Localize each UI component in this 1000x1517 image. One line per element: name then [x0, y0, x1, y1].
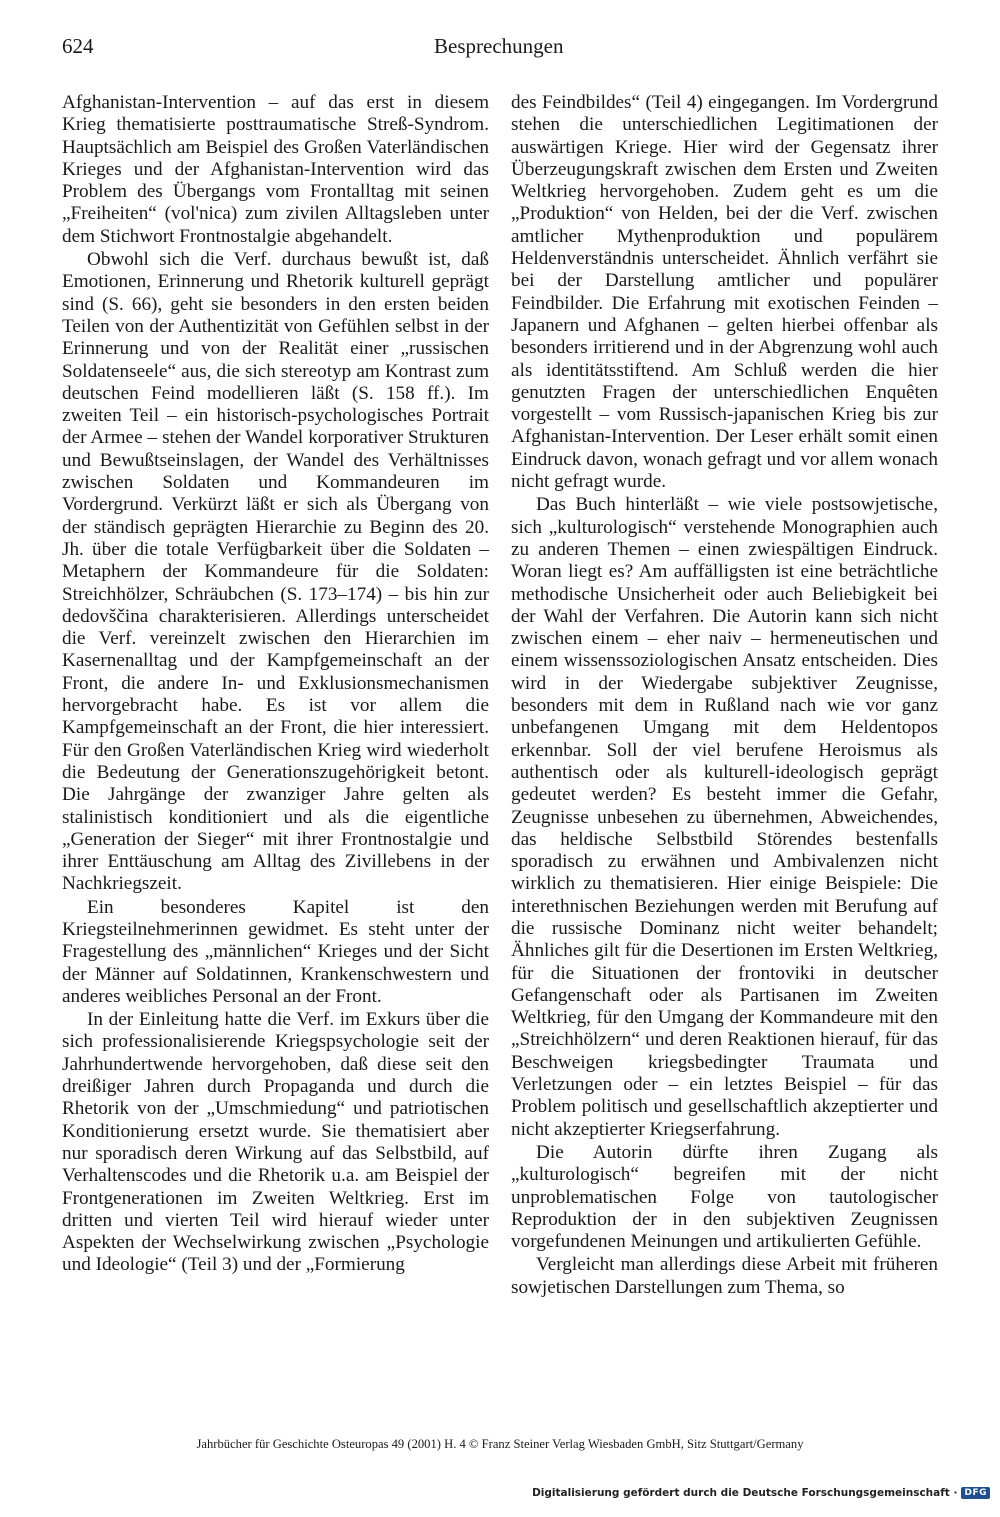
paragraph: In der Einleitung hatte die Verf. im Exkurs über die sich professionalisierende Kriegspsychologie seit der Jahrhundertwende hervorgehoben, daß diese seit den dreißiger Jahren durch Propaganda und durch die Rhetorik von der „Umschmiedung“ und patriotischen Konditionierung ersetzt wurde. Sie thematisiert aber nur sporadisch deren Wirkung auf das Selbstbild, auf Verhaltenscodes und die Rhetorik u.a. am Beispiel der Frontgenerationen im Zweiten Weltkrieg. Erst im dritten und vierten Teil wird hierauf wieder unter Aspekten der Wechselwirkung zwischen „Psychologie und Ideologie“ (Teil 3) und der „Formierung: [62, 1009, 489, 1276]
paragraph: Die Autorin dürfte ihren Zugang als „kulturologisch“ begreifen mit der nicht unproblematischen Folge von tautologischer Reproduktion der in den subjektiven Zeugnissen vorgefundenen Meinungen und artikulierten Gefühle.: [511, 1141, 938, 1253]
left-column: [62, 92, 489, 1277]
journal-citation: Jahrbücher für Geschichte Osteuropas 49 (2001) H. 4 © Franz Steiner Verlag Wiesbaden GmbH, Sitz Stuttgart/Germany: [196, 1437, 804, 1451]
paragraph: Afghanistan-Intervention – auf das erst in diesem Krieg thematisierte posttraumatische Streß-Syndrom. Hauptsächlich am Beispiel des Großen Vaterländischen Krieges und der Afghanistan-Intervention wird das Problem des Übergangs vom Frontalltag mit seinen „Freiheiten“ (vol'nica) zum zivilen Alltagsleben unter dem Stichwort Frontnostalgie abgehandelt.: [62, 92, 489, 247]
dfg-logo-icon: DFG: [961, 1487, 990, 1499]
page-number: 624: [62, 34, 94, 58]
running-head: Besprechungen: [434, 34, 564, 58]
right-column: [511, 92, 938, 1299]
paragraph: des Feindbildes“ (Teil 4) eingegangen. Im Vordergrund stehen die unterschiedlichen Legitimationen der auswärtigen Kriege. Hier wird der Gegensatz ihrer Überzeugungskraft zwischen dem Ersten und Zweiten Weltkrieg hervorgehoben. Zudem geht es um die „Produktion“ von Helden, bei der die Verf. zwischen amtlicher Mythenproduktion und populärem Heldenverständnis unterscheidet. Ähnlich verfährt sie bei der Darstellung amtlicher und populärer Feindbilder. Die Erfahrung mit exotischen Feinden – Japanern und Afghanen – gelten hierbei offenbar als besonders irritierend und in der Abgrenzung wohl auch als identitätsstiftend. Am Schluß werden die hier genutzten Fragen der unterschiedlichen Enquêten vorgestellt – vom Russisch-japanischen Krieg bis zur Afghanistan-Intervention. Der Leser erhält somit einen Eindruck davon, wonach gefragt und vor allem wonach nicht gefragt wurde.: [511, 92, 938, 493]
paragraph: Obwohl sich die Verf. durchaus bewußt ist, daß Emotionen, Erinnerung und Rhetorik kulturell geprägt sind (S. 66), geht sie besonders in den ersten beiden Teilen von der Authentizität von Gefühlen selbst in der Erinnerung und von der Realität einer „russischen Soldatenseele“ aus, die sich stereotyp am Kontrast zum deutschen Feind modellieren läßt (S. 158 ff.). Im zweiten Teil – ein historisch-psychologisches Portrait der Armee – stehen der Wandel korporativer Strukturen und Bewußtseinslagen, der Wandel des Verhältnisses zwischen Soldaten und Kommandeuren im Vordergrund. Verkürzt läßt er sich als Übergang von der ständisch geprägten Hierarchie zu Beginn des 20. Jh. über die totale Verfügbarkeit über die Soldaten – Metaphern der Kommandeure für die Soldaten: Streichhölzer, Schräubchen (S. 173–174) – bis hin zur dedovščina charakterisieren. Allerdings unterscheidet die Verf. vereinzelt zwischen den Hierarchien im Kasernenalltag und der Kampfgemeinschaft an der Front, die andere In- und Exklusionsmechanismen hervorgebracht habe. Es ist vor allem die Kampfgemeinschaft an der Front, die hier interessiert. Für den Großen Vaterländischen Krieg wird wiederholt die Bedeutung der Generationszugehörigkeit betont. Die Jahrgänge der zwanziger Jahre gelten als stalinistisch konditioniert und als die eigentliche „Generation der Sieger“ mit ihrer Frontnostalgie und ihrer Enttäuschung am Alltag des Zivillebens in der Nachkriegszeit.: [62, 249, 489, 895]
paragraph: Ein besonderes Kapitel ist den Kriegsteilnehmerinnen gewidmet. Es steht unter der Fragestellung des „männlichen“ Krieges und der Sicht der Männer auf Soldatinnen, Krankenschwestern und anderes weibliches Personal an der Front.: [62, 896, 489, 1007]
paragraph: Das Buch hinterläßt – wie viele postsowjetische, sich „kulturologisch“ verstehende Monographien auch zu anderen Themen – einen zwiespältigen Eindruck. Woran liegt es? Am auffälligsten ist eine beträchtliche methodische Unsicherheit oder auch Beliebigkeit bei der Wahl der Verfahren. Die Autorin kann sich nicht zwischen einem – eher naiv – hermeneutischen und einem wissenssoziologischen Ansatz entscheiden. Dies wird in der Wiedergabe subjektiver Zeugnisse, besonders mit dem in Rußland nach wie vor ganz unbefangenen Umgang mit dem Heldentopos erkennbar. Soll der viel berufene Heroismus als authentisch oder als kulturell-ideologisch geprägt gedeutet werden? Es besteht immer die Gefahr, Zeugnisse unbesehen zu übernehmen, Abweichendes, das heldische Selbstbild Störendes bestenfalls sporadisch zu erwähnen und Ambivalenzen nicht wirklich zu thematisieren. Hier einige Beispiele: Die interethnischen Beziehungen werden mit Berufung auf die russische Dominanz nicht weiter behandelt; Ähnliches gilt für die Desertionen im Ersten Weltkrieg, für die Situationen der frontoviki in deutscher Gefangenschaft oder als Partisanen im Zweiten Weltkrieg, für den Umgang der Kommandeure mit den „Streichhölzern“ und deren Reaktionen hierauf, für das Beschweigen kriegsbedingter Traumata und Verletzungen oder – ein letztes Beispiel – für das Problem politisch und gesellschaftlich akzeptierter und nicht akzeptierter Kriegserfahrung.: [511, 494, 938, 1140]
paragraph: Vergleicht man allerdings diese Arbeit mit früheren sowjetischen Darstellungen zum Thema, so: [511, 1254, 938, 1298]
digitization-text: Digitalisierung gefördert durch die Deutsche Forschungsgemeinschaft ·: [532, 1487, 958, 1499]
digitization-note: [532, 1487, 990, 1499]
